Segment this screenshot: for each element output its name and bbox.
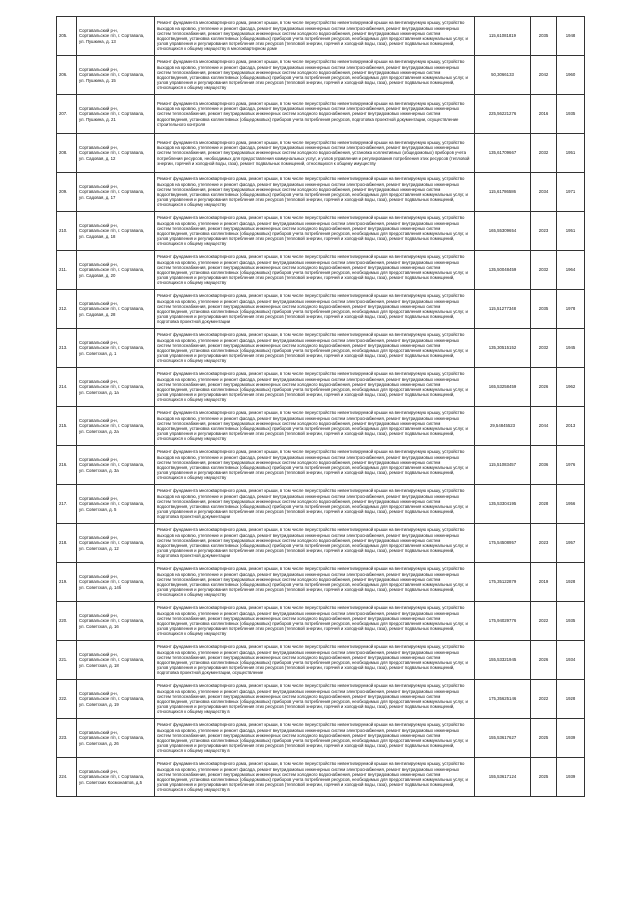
cost-cell: 135,53304195 — [475, 485, 531, 524]
address-line: Сортавальское г/п, г. Сортавала, — [79, 618, 145, 624]
build-year-cell: 1928 — [557, 563, 585, 602]
table-row — [57, 95, 585, 134]
planned-year-cell: 2032 — [531, 251, 557, 290]
table-row — [57, 758, 585, 797]
build-year-cell: 1976 — [557, 446, 585, 485]
table-row — [57, 485, 585, 524]
address-cell — [77, 134, 155, 173]
address-line: ул. Советских Космонавтов, д.5 — [79, 779, 143, 785]
work-description-cell: Ремонт фундамента многоквартирного дома, ремонт крыши, в том числе переустройство невентилируемой крыши на вентилируемую крышу, устройство выходов на кровлю, утепление и ремонт фасада, ремонт внутридомовых инженерных систем электроснабжения, ремонт внутридомовых инженерных систем теплоснабжения, ремонт внутридомовых инженерных систем холодного водоснабжения, ремонт внутридомовых инженерных систем водоотведения, установка коллективных (общедомовых) приборов учета потребления ресурсов, необходимых для предоставления коммунальных услуг, и узлов управления и регулирования потребления этих ресурсов (тепловой энергии, горячей и холодной воды, газа), ремонт подвальных помещений, относящихся к общему имуществу в — [155, 680, 475, 719]
cost-cell: 135,30515152 — [475, 329, 531, 368]
planned-year-cell: 2034 — [531, 173, 557, 212]
address-line: Сортавальское г/п, г. Сортавала, — [79, 540, 145, 546]
address-cell — [77, 524, 155, 563]
table-row — [57, 290, 585, 329]
table-row — [57, 563, 585, 602]
planned-year-cell: 2032 — [531, 329, 557, 368]
table-row — [57, 602, 585, 641]
address-line: Сортавальский р-н, — [79, 379, 118, 385]
table-row — [57, 173, 585, 212]
table-row — [57, 134, 585, 173]
table-row — [57, 17, 585, 56]
planned-year-cell: 2028 — [531, 485, 557, 524]
address-line: ул. Советская, д. 16 — [79, 623, 119, 629]
table-row — [57, 641, 585, 680]
cost-cell: 175,54508957 — [475, 524, 531, 563]
table-row — [57, 680, 585, 719]
build-year-cell: 1948 — [557, 17, 585, 56]
work-description-cell: Ремонт фундамента многоквартирного дома, ремонт крыши, в том числе переустройство невентилируемой крыши на вентилируемую крышу, устройство выходов на кровлю, утепление и ремонт фасада, ремонт внутридомовых инженерных систем электроснабжения, ремонт внутридомовых инженерных систем теплоснабжения, ремонт внутридомовых инженерных систем холодного водоснабжения, установка коллективных (общедомовых) приборов учета потребления ресурсов, необходимых для предоставления коммунальных услуг, и узлов управления и регулирования потребления этих ресурсов (тепловой энергии, горячей и холодной воды, газа), ремонт подвальных помещений, относящихся к общему имуществу — [155, 134, 475, 173]
work-description-cell: Ремонт фундамента многоквартирного дома, ремонт крыши, в том числе переустройство невентилируемой крыши на вентилируемую крышу, устройство выходов на кровлю, утепление и ремонт фасада, ремонт внутридомовых инженерных систем электроснабжения, ремонт внутридомовых инженерных систем теплоснабжения, ремонт внутридомовых инженерных систем холодного водоснабжения, ремонт внутридомовых инженерных систем водоотведения, установка коллективных (общедомовых) приборов учета потребления ресурсов, необходимых для предоставления коммунальных услуг, и узлов управления и регулирования потребления этих ресурсов (тепловой энергии, горячей и холодной воды, газа), ремонт подвальных помещений, относящихся к общему имуществу — [155, 251, 475, 290]
address-line: Сортавальский р-н, — [79, 301, 118, 307]
address-line: Сортавальский р-н, — [79, 418, 118, 424]
cost-cell: 165,55309654 — [475, 212, 531, 251]
address-line: Сортавальское г/п, г. Сортавала, — [79, 462, 145, 468]
table-row — [57, 446, 585, 485]
work-description-cell: Ремонт фундамента многоквартирного дома, ремонт крыши, в том числе переустройство невентилируемой крыши на вентилируемую крышу, устройство выходов на кровлю, утепление и ремонт фасада, ремонт внутридомовых инженерных систем электроснабжения, ремонт внутридомовых инженерных систем теплоснабжения, ремонт внутридомовых инженерных систем холодного водоснабжения, ремонт внутридомовых инженерных систем водоотведения, установка коллективных (общедомовых) приборов учета потребления ресурсов, необходимых для предоставления коммунальных услуг, и узлов управления и регулирования потребления этих ресурсов (тепловой энергии, горячей и холодной воды, газа), ремонт подвальных помещений, относящихся к общему имуществу в — [155, 719, 475, 758]
row-number-cell: 217. — [57, 485, 77, 524]
address-line: Сортавальский р-н, — [79, 67, 118, 73]
address-line: Сортавальское г/п, г. Сортавала, — [79, 579, 145, 585]
cost-cell: 135,61709667 — [475, 134, 531, 173]
work-description-cell: Ремонт фундамента многоквартирного дома, ремонт крыши, в том числе переустройство невентилируемой крыши на вентилируемую крышу, устройство выходов на кровлю, утепление и ремонт фасада, ремонт внутридомовых инженерных систем электроснабжения, ремонт внутридомовых инженерных систем теплоснабжения, ремонт внутридомовых инженерных систем холодного водоснабжения, ремонт внутридомовых инженерных систем водоотведения, установка коллективных (общедомовых) приборов учета потребления ресурсов, необходимых для предоставления коммунальных услуг, и узлов управления и регулирования потребления этих ресурсов (тепловой энергии, горячей и холодной воды, газа), ремонт подвальных помещений, относящихся к общему имуществу — [155, 563, 475, 602]
work-description-cell: Ремонт фундамента многоквартирного дома, ремонт крыши, в том числе переустройство невентилируемой крыши на вентилируемую крышу, устройство выходов на кровлю, утепление и ремонт фасада, ремонт внутридомовых инженерных систем электроснабжения, ремонт внутридомовых инженерных систем теплоснабжения, ремонт внутридомовых инженерных систем холодного водоснабжения, ремонт внутридомовых инженерных систем водоотведения, установка коллективных (общедомовых) приборов учета потребления ресурсов, необходимых для предоставления коммунальных услуг, и узлов управления и регулирования потребления этих ресурсов (тепловой энергии, горячей и холодной воды, газа), ремонт подвальных помещений, относящихся к общему имуществу — [155, 602, 475, 641]
work-description-cell: Ремонт фундамента многоквартирного дома, ремонт крыши, в том числе переустройство невентилируемой крыши на вентилируемую крышу, устройство выходов на кровлю, утепление и ремонт фасада, ремонт внутридомовых инженерных систем электроснабжения, ремонт внутридомовых инженерных систем теплоснабжения, ремонт внутридомовых инженерных систем холодного водоснабжения, ремонт внутридомовых инженерных систем водоотведения, установка коллективных (общедомовых) приборов учета потребления ресурсов, необходимых для предоставления коммунальных услуг, и узлов управления и регулирования потребления этих ресурсов (тепловой энергии, горячей и холодной воды, газа), ремонт подвальных помещений, относящихся к общему имуществу в — [155, 758, 475, 797]
build-year-cell: 1960 — [557, 56, 585, 95]
cost-cell: 115,61786586 — [475, 173, 531, 212]
cost-cell: 175,35122879 — [475, 563, 531, 602]
build-year-cell: 1939 — [557, 719, 585, 758]
address-cell — [77, 290, 155, 329]
address-line: ул. Советская, д. 18 — [79, 662, 119, 668]
build-year-cell: 2013 — [557, 407, 585, 446]
address-line: Сортавальский р-н, — [79, 496, 118, 502]
cost-cell: 175,94029776 — [475, 602, 531, 641]
work-description-cell: Ремонт фундамента многоквартирного дома, ремонт крыши, в том числе переустройство невентилируемой крыши на вентилируемую крышу, устройство выходов на кровлю, утепление и ремонт фасада, ремонт внутридомовых инженерных систем электроснабжения, ремонт внутридомовых инженерных систем теплоснабжения, ремонт внутридомовых инженерных систем холодного водоснабжения, ремонт внутридомовых инженерных систем водоотведения, установка коллективных (общедомовых) приборов учета потребления ресурсов, необходимых для предоставления коммунальных услуг, и узлов управления и регулирования потребления этих ресурсов (тепловой энергии, горячей и холодной воды, газа), ремонт подвальных помещений, подготовка проектной документации — [155, 485, 475, 524]
address-line: ул. Советская, д. 26 — [79, 740, 119, 746]
row-number-cell: 219. — [57, 563, 77, 602]
address-line: ул. Садовая, д. 18 — [79, 233, 116, 239]
address-line: Сортавальское г/п, г. Сортавала, — [79, 384, 145, 390]
address-line: Сортавальский р-н, — [79, 613, 118, 619]
address-line: Сортавальский р-н, — [79, 223, 118, 229]
address-line: Сортавальское г/п, г. Сортавала, — [79, 501, 145, 507]
planned-year-cell: 2016 — [531, 95, 557, 134]
table-row — [57, 329, 585, 368]
build-year-cell: 1978 — [557, 290, 585, 329]
row-number-cell: 210. — [57, 212, 77, 251]
address-line: Сортавальский р-н, — [79, 340, 118, 346]
planned-year-cell: 2023 — [531, 212, 557, 251]
build-year-cell: 1939 — [557, 758, 585, 797]
address-line: ул. Советская, д. 3а — [79, 467, 119, 473]
address-cell — [77, 719, 155, 758]
address-line: ул. Пушкина, д. 15 — [79, 77, 116, 83]
row-number-cell: 222. — [57, 680, 77, 719]
address-cell — [77, 329, 155, 368]
planned-year-cell: 2035 — [531, 290, 557, 329]
cost-cell: 29,54845523 — [475, 407, 531, 446]
work-description-cell: Ремонт фундамента многоквартирного дома, ремонт крыши, в том числе переустройство невентилируемой крыши на вентилируемую крышу, устройство выходов на кровлю, утепление и ремонт фасада, ремонт внутридомовых инженерных систем электроснабжения, ремонт внутридомовых инженерных систем теплоснабжения, ремонт внутридомовых инженерных систем холодного водоснабжения, ремонт внутридомовых инженерных систем водоотведения, установка коллективных (общедомовых) приборов учета потребления ресурсов, необходимых для предоставления коммунальных услуг, и узлов управления и регулирования потребления этих ресурсов (тепловой энергии, горячей и холодной воды, газа), ремонт подвальных помещений, относящихся к общему имуществу — [155, 368, 475, 407]
table-row — [57, 368, 585, 407]
row-number-cell: 214. — [57, 368, 77, 407]
build-year-cell: 1928 — [557, 680, 585, 719]
cost-cell: 165,53258459 — [475, 368, 531, 407]
address-cell — [77, 212, 155, 251]
work-description-cell: Ремонт фундамента многоквартирного дома, ремонт крыши, в том числе переустройство невентилируемой крыши на вентилируемую крышу, устройство выходов на кровлю, утепление и ремонт фасада, ремонт внутридомовых инженерных систем электроснабжения, ремонт внутридомовых инженерных систем теплоснабжения, ремонт внутридомовых инженерных систем холодного водоснабжения, ремонт внутридомовых инженерных систем водоотведения, установка коллективных (общедомовых) приборов учета потребления ресурсов, необходимых для предоставления коммунальных услуг, и узлов управления и регулирования потребления этих ресурсов (тепловой энергии, горячей и холодной воды, газа), ремонт подвальных помещений, относящихся к общему имуществу — [155, 212, 475, 251]
address-line: ул. Пушкина, д. 13 — [79, 38, 116, 44]
address-line: ул. Садовая, д. 20 — [79, 272, 116, 278]
cost-cell: 155,53321945 — [475, 641, 531, 680]
build-year-cell: 1951 — [557, 134, 585, 173]
row-number-cell: 223. — [57, 719, 77, 758]
work-description-cell: Ремонт фундамента многоквартирного дома, ремонт крыши, в том числе переустройство невентилируемой крыши на вентилируемую крышу, устройство выходов на кровлю, утепление и ремонт фасада, ремонт внутридомовых инженерных систем электроснабжения, ремонт внутридомовых инженерных систем теплоснабжения, ремонт внутридомовых инженерных систем холодного водоснабжения, ремонт внутридомовых инженерных систем водоотведения, установка коллективных (общедомовых) приборов учета потребления ресурсов, необходимых для предоставления коммунальных услуг, и узлов управления и регулирования потребления этих ресурсов (тепловой энергии, горячей и холодной воды, газа), ремонт подвальных помещений, подготовка проектной документации — [155, 524, 475, 563]
row-number-cell: 206. — [57, 56, 77, 95]
address-line: ул. Советская, д. 14б — [79, 584, 122, 590]
row-number-cell: 205. — [57, 17, 77, 56]
address-line: Сортавальское г/п, г. Сортавала, — [79, 111, 145, 117]
address-line: ул. Садовая, д. 17 — [79, 194, 116, 200]
planned-year-cell: 2023 — [531, 524, 557, 563]
address-line: Сортавальское г/п, г. Сортавала, — [79, 735, 145, 741]
cost-cell: 135,50048459 — [475, 251, 531, 290]
planned-year-cell: 2042 — [531, 56, 557, 95]
work-description-cell: Ремонт фундамента многоквартирного дома, ремонт крыши, в том числе переустройство невентилируемой крыши на вентилируемую крышу, устройство выходов на кровлю, утепление и ремонт фасада, ремонт внутридомовых инженерных систем электроснабжения, ремонт внутридомовых инженерных систем теплоснабжения, ремонт внутридомовых инженерных систем холодного водоснабжения, ремонт внутридомовых инженерных систем водоотведения, установка коллективных (общедомовых) приборов учета потребления ресурсов, необходимых для предоставления коммунальных услуг, и узлов управления и регулирования потребления этих ресурсов (тепловой энергии, горячей и холодной воды, газа), ремонт подвальных помещений, относящихся к общему имуществу — [155, 446, 475, 485]
cost-cell: 115,51083457 — [475, 446, 531, 485]
address-line: Сортавальский р-н, — [79, 262, 118, 268]
address-line: ул. Садовая, д. 28 — [79, 311, 116, 317]
planned-year-cell: 2022 — [531, 680, 557, 719]
address-line: Сортавальское г/п, г. Сортавала, — [79, 306, 145, 312]
table-row — [57, 56, 585, 95]
address-cell — [77, 641, 155, 680]
build-year-cell: 1951 — [557, 212, 585, 251]
work-description-cell: Ремонт фундамента многоквартирного дома, ремонт крыши, в том числе переустройство невентилируемой крыши на вентилируемую крышу, устройство выходов на кровлю, утепление и ремонт фасада, ремонт внутридомовых инженерных систем электроснабжения, ремонт внутридомовых инженерных систем теплоснабжения, ремонт внутридомовых инженерных систем холодного водоснабжения, ремонт внутридомовых инженерных систем водоотведения, установка коллективных (общедомовых) приборов учета потребления ресурсов, необходимых для предоставления коммунальных услуг, и узлов управления и регулирования потребления этих ресурсов (тепловой энергии, горячей и холодной воды, газа), ремонт подвальных помещений, подготовка проектной документации — [155, 290, 475, 329]
planned-year-cell: 2026 — [531, 641, 557, 680]
address-cell — [77, 602, 155, 641]
cost-cell: 155,53617124 — [475, 758, 531, 797]
planned-year-cell: 2036 — [531, 446, 557, 485]
row-number-cell: 208. — [57, 134, 77, 173]
build-year-cell: 1964 — [557, 251, 585, 290]
build-year-cell: 1971 — [557, 173, 585, 212]
address-line: Сортавальский р-н, — [79, 691, 118, 697]
address-line: Сортавальский р-н, — [79, 145, 118, 151]
work-description-cell: Ремонт фундамента многоквартирного дома, ремонт крыши, в том числе переустройство невентилируемой крыши на вентилируемую крышу, устройство выходов на кровлю, утепление и ремонт фасада, ремонт внутридомовых инженерных систем электроснабжения, ремонт внутридомовых инженерных систем теплоснабжения, ремонт внутридомовых инженерных систем холодного водоснабжения, ремонт внутридомовых инженерных систем водоотведения, установка коллективных (общедомовых) приборов учета потребления ресурсов, необходимых для предоставления коммунальных услуг, и узлов управления и регулирования потребления этих ресурсов (тепловой энергии, горячей и холодной воды, газа), ремонт подвальных помещений, подготовка проектной документации, осуществление — [155, 641, 475, 680]
address-line: Сортавальский р-н, — [79, 535, 118, 541]
planned-year-cell: 2044 — [531, 407, 557, 446]
address-line: ул. Советская, д. 5 — [79, 506, 117, 512]
build-year-cell: 1956 — [557, 485, 585, 524]
table-row — [57, 719, 585, 758]
address-cell — [77, 446, 155, 485]
row-number-cell: 220. — [57, 602, 77, 641]
work-description-cell: Ремонт фундамента многоквартирного дома, ремонт крыши, в том числе переустройство невентилируемой крыши на вентилируемую крышу, устройство выходов на кровлю, утепление и ремонт фасада, ремонт внутридомовых инженерных систем электроснабжения, ремонт внутридомовых инженерных систем теплоснабжения, ремонт внутридомовых инженерных систем холодного водоснабжения, ремонт внутридомовых инженерных систем водоотведения, установка коллективных (общедомовых) приборов учета потребления ресурсов, необходимых для предоставления коммунальных услуг, и узлов управления и регулирования потребления этих ресурсов (тепловой энергии, горячей и холодной воды, газа), ремонт подвальных помещений, относящихся к общему имуществу — [155, 173, 475, 212]
cost-cell: 50,3066133 — [475, 56, 531, 95]
cost-cell: 115,51277348 — [475, 290, 531, 329]
address-line: Сортавальский р-н, — [79, 457, 118, 463]
build-year-cell: 1962 — [557, 368, 585, 407]
address-line: Сортавальское г/п, г. Сортавала, — [79, 423, 145, 429]
row-number-cell: 207. — [57, 95, 77, 134]
planned-year-cell: 2035 — [531, 17, 557, 56]
address-line: Сортавальское г/п, г. Сортавала, — [79, 267, 145, 273]
address-cell — [77, 56, 155, 95]
address-line: ул. Советская, д. 1 — [79, 350, 117, 356]
address-cell — [77, 485, 155, 524]
address-cell — [77, 407, 155, 446]
address-line: Сортавальский р-н, — [79, 184, 118, 190]
cost-cell: 155,53617627 — [475, 719, 531, 758]
work-description-cell: Ремонт фундамента многоквартирного дома, ремонт крыши, в том числе переустройство невентилируемой крыши на вентилируемую крышу, устройство выходов на кровлю, утепление и ремонт фасада, ремонт внутридомовых инженерных систем электроснабжения, ремонт внутридомовых инженерных систем теплоснабжения, ремонт внутридомовых инженерных систем холодного водоснабжения, ремонт внутридомовых инженерных систем водоотведения, установка коллективных (общедомовых) приборов учета потребления ресурсов, подготовка проектной документации, осуществление строительного контроля — [155, 95, 475, 134]
table-row — [57, 524, 585, 563]
address-cell — [77, 680, 155, 719]
planned-year-cell: 2019 — [531, 563, 557, 602]
address-line: Сортавальское г/п, г. Сортавала, — [79, 657, 145, 663]
row-number-cell: 216. — [57, 446, 77, 485]
address-line: Сортавальский р-н, — [79, 730, 118, 736]
address-cell — [77, 251, 155, 290]
table-row — [57, 407, 585, 446]
address-line: Сортавальское г/п, г. Сортавала, — [79, 774, 145, 780]
address-line: Сортавальский р-н, — [79, 652, 118, 658]
address-line: ул. Советская, д. 12 — [79, 545, 119, 551]
address-cell — [77, 758, 155, 797]
row-number-cell: 221. — [57, 641, 77, 680]
planned-year-cell: 2032 — [531, 134, 557, 173]
address-line: Сортавальское г/п, г. Сортавала, — [79, 189, 145, 195]
address-line: Сортавальское г/п, г. Сортавала, — [79, 228, 145, 234]
row-number-cell: 215. — [57, 407, 77, 446]
address-line: ул. Советская, д. 2а — [79, 428, 119, 434]
address-cell — [77, 563, 155, 602]
cost-cell: 225,56221276 — [475, 95, 531, 134]
build-year-cell: 1935 — [557, 95, 585, 134]
address-line: ул. Пушкина, д. 21 — [79, 116, 116, 122]
build-year-cell: 1934 — [557, 641, 585, 680]
build-year-cell: 1945 — [557, 329, 585, 368]
work-description-cell: Ремонт фундамента многоквартирного дома, ремонт крыши, в том числе переустройство невентилируемой крыши на вентилируемую крышу, устройство выходов на кровлю, утепление и ремонт фасада, ремонт внутридомовых инженерных систем электроснабжения, ремонт внутридомовых инженерных систем теплоснабжения, ремонт внутридомовых инженерных систем холодного водоснабжения, ремонт внутридомовых инженерных систем водоотведения, установка коллективных (общедомовых) приборов учета потребления ресурсов, необходимых для предоставления коммунальных услуг, и узлов управления и регулирования потребления этих ресурсов (тепловой энергии, горячей и холодной воды, газа), ремонт подвальных помещений, относящихся к общему имуществу — [155, 407, 475, 446]
address-line: Сортавальское г/п, г. Сортавала, — [79, 72, 145, 78]
build-year-cell: 1935 — [557, 602, 585, 641]
table-body — [57, 17, 585, 797]
address-cell — [77, 368, 155, 407]
table-row — [57, 212, 585, 251]
address-line: Сортавальское г/п, г. Сортавала, — [79, 696, 145, 702]
planned-year-cell: 2022 — [531, 602, 557, 641]
address-cell — [77, 173, 155, 212]
address-line: Сортавальский р-н, — [79, 574, 118, 580]
row-number-cell: 211. — [57, 251, 77, 290]
row-number-cell: 224. — [57, 758, 77, 797]
address-line: Сортавальский р-н, — [79, 769, 118, 775]
planned-year-cell: 2026 — [531, 368, 557, 407]
row-number-cell: 209. — [57, 173, 77, 212]
table-row — [57, 251, 585, 290]
address-cell — [77, 17, 155, 56]
address-line: ул. Садовая, д. 12 — [79, 155, 116, 161]
capital-repair-table — [56, 16, 585, 797]
work-description-cell: Ремонт фундамента многоквартирного дома, ремонт крыши, в том числе переустройство невентилируемой крыши на вентилируемую крышу, устройство выходов на кровлю, утепление и ремонт фасада, ремонт внутридомовых инженерных систем электроснабжения, ремонт внутридомовых инженерных систем теплоснабжения, ремонт внутридомовых инженерных систем холодного водоснабжения, ремонт внутридомовых инженерных систем водоотведения, установка коллективных (общедомовых) приборов учета потребления ресурсов, необходимых для предоставления коммунальных услуг, и узлов управления и регулирования потребления этих ресурсов (тепловой энергии, горячей и холодной воды, газа), ремонт подвальных помещений, относящихся к общему имуществу — [155, 329, 475, 368]
build-year-cell: 1957 — [557, 524, 585, 563]
address-line: Сортавальский р-н, — [79, 28, 118, 34]
row-number-cell: 213. — [57, 329, 77, 368]
address-line: Сортавальский р-н, — [79, 106, 118, 112]
planned-year-cell: 2025 — [531, 758, 557, 797]
work-description-cell: Ремонт фундамента многоквартирного дома, ремонт крыши, в том числе переустройство невентилируемой крыши на вентилируемую крышу, устройство выходов на кровлю, утепление и ремонт фасада, ремонт внутридомовых инженерных систем электроснабжения, ремонт внутридомовых инженерных систем теплоснабжения, ремонт внутридомовых инженерных систем холодного водоснабжения, ремонт внутридомовых инженерных систем водоотведения, установка коллективных (общедомовых) приборов учета потребления ресурсов, необходимых для предоставления коммунальных услуг, и узлов управления и регулирования потребления этих ресурсов (тепловой энергии, горячей и холодной воды, газа), ремонт подвальных помещений, относящихся к общему имуществу в многоквартирном доме — [155, 17, 475, 56]
address-line: ул. Советская, д. 1а — [79, 389, 119, 395]
work-description-cell: Ремонт фундамента многоквартирного дома, ремонт крыши, в том числе переустройство невентилируемой крыши на вентилируемую крышу, устройство выходов на кровлю, утепление и ремонт фасада, ремонт внутридомовых инженерных систем электроснабжения, ремонт внутридомовых инженерных систем теплоснабжения, ремонт внутридомовых инженерных систем холодного водоснабжения, ремонт внутридомовых инженерных систем водоотведения, установка коллективных (общедомовых) приборов учета потребления ресурсов, необходимых для предоставления коммунальных услуг, и узлов управления и регулирования потребления этих ресурсов (тепловой энергии, горячей и холодной воды, газа), ремонт подвальных помещений, относящихся к общему имуществу — [155, 56, 475, 95]
cost-cell: 115,61081819 — [475, 17, 531, 56]
address-line: ул. Советская, д. 19 — [79, 701, 119, 707]
address-line: Сортавальское г/п, г. Сортавала, — [79, 345, 145, 351]
row-number-cell: 218. — [57, 524, 77, 563]
row-number-cell: 212. — [57, 290, 77, 329]
address-line: Сортавальское г/п, г. Сортавала, — [79, 150, 145, 156]
address-line: Сортавальское г/п, г. Сортавала, — [79, 33, 145, 39]
cost-cell: 175,35625146 — [475, 680, 531, 719]
address-cell — [77, 95, 155, 134]
planned-year-cell: 2025 — [531, 719, 557, 758]
